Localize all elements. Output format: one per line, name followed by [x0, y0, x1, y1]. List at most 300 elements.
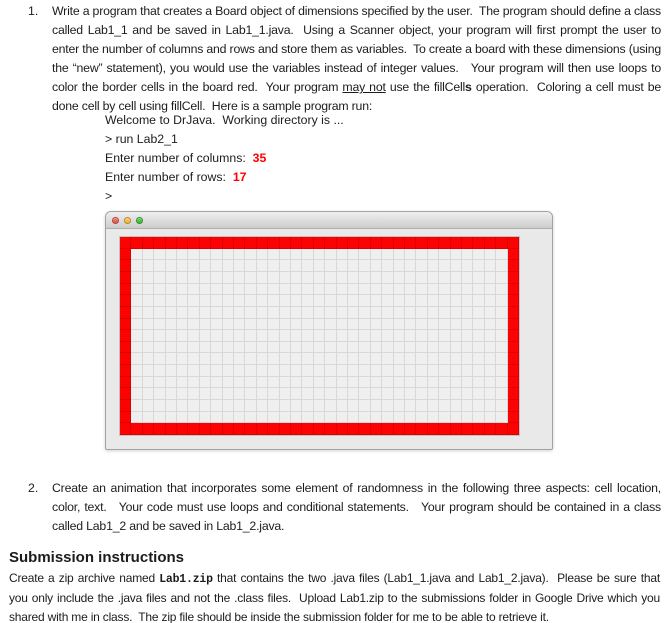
board-cell [371, 400, 382, 412]
board-cell [211, 307, 222, 319]
board-cell [302, 388, 313, 400]
board-cell [188, 260, 199, 272]
board-border-cell [508, 272, 519, 284]
board-cell [416, 412, 427, 424]
board-cell [223, 260, 234, 272]
board-border-cell [257, 237, 268, 249]
board-border-cell [359, 423, 370, 435]
board-cell [451, 342, 462, 354]
board-cell [257, 412, 268, 424]
item1-text-run-2: use the fillCell [385, 80, 466, 94]
board-cell [439, 377, 450, 389]
board-cell [211, 330, 222, 342]
board-cell [166, 319, 177, 331]
board-cell [188, 295, 199, 307]
board-cell [371, 319, 382, 331]
board-cell [485, 353, 496, 365]
board-cell [177, 272, 188, 284]
board-cell [416, 272, 427, 284]
board-cell [166, 295, 177, 307]
board-cell [302, 353, 313, 365]
board-cell [371, 353, 382, 365]
board-cell [200, 377, 211, 389]
board-cell [337, 377, 348, 389]
board-cell [223, 388, 234, 400]
board-cell [451, 295, 462, 307]
board-cell [291, 307, 302, 319]
board-border-cell [200, 237, 211, 249]
board-cell [188, 412, 199, 424]
board-cell [211, 249, 222, 261]
board-cell [405, 284, 416, 296]
board-cell [200, 284, 211, 296]
board-cell [211, 284, 222, 296]
board-cell [473, 260, 484, 272]
board-cell [166, 260, 177, 272]
board-cell [211, 353, 222, 365]
board-border-cell [177, 237, 188, 249]
board-cell [166, 272, 177, 284]
board-cell [348, 330, 359, 342]
board-cell [348, 284, 359, 296]
board-cell [473, 400, 484, 412]
board-border-cell [200, 423, 211, 435]
board-cell [451, 284, 462, 296]
board-cell [223, 319, 234, 331]
board-cell [268, 377, 279, 389]
board-cell [234, 319, 245, 331]
board-cell [245, 319, 256, 331]
board-cell [451, 353, 462, 365]
board-cell [371, 249, 382, 261]
minimize-button[interactable] [124, 217, 131, 224]
board-cell [496, 353, 507, 365]
board-cell [143, 249, 154, 261]
board-cell [223, 412, 234, 424]
board-cell [154, 249, 165, 261]
board-border-cell [280, 237, 291, 249]
board-border-cell [508, 342, 519, 354]
board-border-cell [508, 295, 519, 307]
board-cell [291, 272, 302, 284]
board-cell [291, 284, 302, 296]
board-cell [462, 260, 473, 272]
board-cell [325, 353, 336, 365]
board-cell [428, 353, 439, 365]
board-cell [496, 272, 507, 284]
board-cell [131, 249, 142, 261]
board-cell [439, 284, 450, 296]
board-cell [166, 342, 177, 354]
board-cell [211, 365, 222, 377]
board-cell [154, 272, 165, 284]
board-border-cell [177, 423, 188, 435]
board-cell [257, 319, 268, 331]
board-cell [485, 342, 496, 354]
board-cell [166, 412, 177, 424]
board-cell [200, 330, 211, 342]
board-cell [131, 342, 142, 354]
board-cell [473, 353, 484, 365]
board-cell [177, 353, 188, 365]
board-cell [496, 342, 507, 354]
board-cell [325, 388, 336, 400]
board-cell [485, 330, 496, 342]
board-cell [291, 342, 302, 354]
board-cell [325, 365, 336, 377]
board-cell [371, 284, 382, 296]
board-cell [257, 388, 268, 400]
board-border-cell [508, 353, 519, 365]
board-cell [302, 400, 313, 412]
board-cell [223, 342, 234, 354]
board-cell [268, 249, 279, 261]
board-cell [234, 353, 245, 365]
board-cell [257, 295, 268, 307]
window-titlebar[interactable] [106, 212, 552, 229]
board-cell [359, 272, 370, 284]
board-cell [325, 260, 336, 272]
board-cell [337, 319, 348, 331]
board-border-cell [120, 249, 131, 261]
board-cell [223, 353, 234, 365]
board-cell [257, 353, 268, 365]
board-cell [143, 295, 154, 307]
board-border-cell [154, 423, 165, 435]
board-cell [280, 400, 291, 412]
board-cell [302, 330, 313, 342]
item1-paragraph [52, 2, 665, 116]
board-cell [337, 388, 348, 400]
board-cell [473, 365, 484, 377]
board-cell [245, 284, 256, 296]
board-cell [188, 249, 199, 261]
board-cell [131, 284, 142, 296]
board-cell [131, 412, 142, 424]
board-cell [154, 342, 165, 354]
board-cell [234, 249, 245, 261]
board-cell [394, 249, 405, 261]
console-text: Welcome to DrJava. Working directory is ... [105, 113, 344, 127]
board-cell [143, 284, 154, 296]
board-cell [451, 272, 462, 284]
board-cell [200, 272, 211, 284]
board-cell [211, 295, 222, 307]
board-cell [131, 377, 142, 389]
board-cell [462, 412, 473, 424]
board-border-cell [211, 423, 222, 435]
board-cell [416, 284, 427, 296]
board-cell [428, 319, 439, 331]
board-cell [143, 377, 154, 389]
board-cell [416, 307, 427, 319]
item2-paragraph: Create an animation that incorporates some element of randomness in the following three aspects: cell location, color, text. Your code must use loops and conditional statements. Your program should be contained in a class called Lab1_2 and be saved in Lab1_2.java. [52, 481, 665, 533]
close-button[interactable] [112, 217, 119, 224]
board-cell [428, 377, 439, 389]
board-cell [291, 260, 302, 272]
board-border-cell [439, 423, 450, 435]
board-cell [428, 284, 439, 296]
board-cell [280, 365, 291, 377]
board-border-cell [143, 423, 154, 435]
board-cell [371, 365, 382, 377]
board-cell [416, 319, 427, 331]
board-cell [405, 400, 416, 412]
item1-text-run-3: operation. Coloring a cell must be done cell by cell using fillCell. Here is a sample program run: [52, 80, 665, 113]
board-cell [154, 388, 165, 400]
board-cell [462, 377, 473, 389]
board-cell [428, 272, 439, 284]
board-border-cell [348, 237, 359, 249]
board-cell [496, 249, 507, 261]
board-cell [405, 272, 416, 284]
board-cell [394, 342, 405, 354]
board-cell [302, 284, 313, 296]
submission-text-run-1: Create a zip archive named [9, 571, 160, 585]
board-border-cell [348, 423, 359, 435]
board-cell [166, 365, 177, 377]
board-cell [439, 330, 450, 342]
board-border-cell [223, 237, 234, 249]
board-border-cell [131, 423, 142, 435]
board-cell [428, 330, 439, 342]
board-cell [485, 412, 496, 424]
board-cell [291, 365, 302, 377]
board-cell [280, 342, 291, 354]
board-cell [359, 353, 370, 365]
board-cell [257, 249, 268, 261]
board-cell [382, 388, 393, 400]
board-border-cell [120, 237, 131, 249]
board-cell [245, 388, 256, 400]
board-cell [280, 272, 291, 284]
board-cell [405, 377, 416, 389]
board-border-cell [291, 423, 302, 435]
board-cell [177, 330, 188, 342]
board-cell [200, 365, 211, 377]
board-cell [131, 388, 142, 400]
board-cell [428, 342, 439, 354]
board-cell [439, 249, 450, 261]
board-cell [359, 342, 370, 354]
board-cell [177, 307, 188, 319]
board-cell [382, 295, 393, 307]
board-cell [405, 307, 416, 319]
board-cell [439, 365, 450, 377]
board-cell [302, 272, 313, 284]
board-cell [348, 377, 359, 389]
board-cell [451, 377, 462, 389]
board-cell [177, 400, 188, 412]
board-cell [428, 260, 439, 272]
board-cell [325, 272, 336, 284]
board-cell [325, 412, 336, 424]
board-border-cell [496, 237, 507, 249]
board-cell [348, 353, 359, 365]
board-cell [428, 412, 439, 424]
board-cell [405, 295, 416, 307]
board-cell [166, 388, 177, 400]
board-cell [314, 412, 325, 424]
board-cell [177, 388, 188, 400]
board-cell [337, 400, 348, 412]
board-cell [143, 412, 154, 424]
board-cell [234, 295, 245, 307]
console-line [105, 149, 344, 168]
board-cell [188, 307, 199, 319]
board-border-cell [120, 284, 131, 296]
board-border-cell [508, 388, 519, 400]
board-cell [496, 412, 507, 424]
board-cell [439, 295, 450, 307]
board-cell [439, 319, 450, 331]
board-border-cell [120, 307, 131, 319]
board-cell [314, 365, 325, 377]
board-cell [223, 249, 234, 261]
submission-heading: Submission instructions [9, 549, 185, 566]
board-cell [325, 284, 336, 296]
board-cell [302, 260, 313, 272]
board-cell [348, 342, 359, 354]
board-cell [473, 319, 484, 331]
board-border-cell [371, 237, 382, 249]
board-cell [302, 412, 313, 424]
board-cell [314, 295, 325, 307]
board-cell [416, 377, 427, 389]
zoom-button[interactable] [136, 217, 143, 224]
board-cell [359, 319, 370, 331]
board-cell [245, 272, 256, 284]
board-cell [177, 342, 188, 354]
board-cell [416, 388, 427, 400]
board-border-cell [371, 423, 382, 435]
item1-text-run-1: Write a program that creates a Board object of dimensions specified by the user. The program should define a class called Lab1_1 and be saved in Lab1_1.java. Using a Scanner object, your program will first prompt the user to enter the number of columns and rows and store them as variables. To create a board with these dimensions (using the “new” statement), you would use the variables instead of integer values. Your program will then use loops to color the border cells in the board red. Your program [52, 4, 665, 94]
board-border-cell [302, 237, 313, 249]
board-cell [131, 330, 142, 342]
board-cell [188, 319, 199, 331]
board-cell [371, 272, 382, 284]
board-cell [337, 342, 348, 354]
board-cell [314, 353, 325, 365]
board-cell [382, 400, 393, 412]
board-cell [451, 400, 462, 412]
board-border-cell [120, 388, 131, 400]
board-cell [337, 249, 348, 261]
board-cell [154, 319, 165, 331]
board-cell [416, 295, 427, 307]
board-cell [496, 260, 507, 272]
console-input-value-rows: 17 [232, 170, 247, 184]
board-cell [268, 388, 279, 400]
board-cell [154, 353, 165, 365]
board-cell [143, 342, 154, 354]
board-border-cell [268, 237, 279, 249]
board-cell [337, 353, 348, 365]
board-cell [302, 365, 313, 377]
board-border-cell [496, 423, 507, 435]
board-cell [314, 400, 325, 412]
board-border-cell [245, 423, 256, 435]
board-cell [439, 307, 450, 319]
board-cell [496, 365, 507, 377]
board-cell [200, 388, 211, 400]
board-cell [314, 272, 325, 284]
board-cell [496, 319, 507, 331]
board-border-cell [314, 237, 325, 249]
board-cell [371, 342, 382, 354]
board-cell [439, 388, 450, 400]
board-border-cell [120, 412, 131, 424]
board-cell [428, 295, 439, 307]
board-border-cell [508, 307, 519, 319]
board-cell [337, 284, 348, 296]
board-cell [394, 295, 405, 307]
board-cell [405, 330, 416, 342]
board-cell [348, 295, 359, 307]
board-cell [302, 319, 313, 331]
board-cell [485, 249, 496, 261]
board-cell [394, 400, 405, 412]
board-cell [394, 412, 405, 424]
board-cell [166, 377, 177, 389]
board-grid [119, 236, 520, 436]
board-cell [325, 330, 336, 342]
board-border-cell [428, 237, 439, 249]
board-cell [154, 365, 165, 377]
board-border-cell [508, 319, 519, 331]
board-border-cell [405, 237, 416, 249]
board-cell [131, 295, 142, 307]
board-cell [416, 365, 427, 377]
board-border-cell [451, 423, 462, 435]
board-cell [234, 307, 245, 319]
board-cell [257, 307, 268, 319]
board-window [105, 211, 553, 450]
board-cell [473, 295, 484, 307]
board-border-cell [120, 423, 131, 435]
board-cell [211, 412, 222, 424]
board-cell [382, 342, 393, 354]
board-cell [496, 388, 507, 400]
board-cell [337, 330, 348, 342]
board-border-cell [359, 237, 370, 249]
board-cell [154, 260, 165, 272]
board-border-cell [508, 249, 519, 261]
board-border-cell [154, 237, 165, 249]
board-cell [143, 307, 154, 319]
board-cell [143, 319, 154, 331]
board-cell [234, 342, 245, 354]
board-cell [211, 400, 222, 412]
board-cell [462, 342, 473, 354]
board-border-cell [120, 400, 131, 412]
board-cell [348, 307, 359, 319]
board-cell [348, 260, 359, 272]
board-border-cell [508, 423, 519, 435]
board-cell [359, 249, 370, 261]
board-cell [371, 330, 382, 342]
console-text: Enter number of rows: [105, 170, 233, 184]
board-cell [451, 307, 462, 319]
board-cell [394, 284, 405, 296]
board-border-cell [428, 423, 439, 435]
board-cell [451, 319, 462, 331]
board-cell [348, 319, 359, 331]
board-cell [485, 295, 496, 307]
board-cell [166, 284, 177, 296]
board-cell [382, 272, 393, 284]
board-cell [325, 319, 336, 331]
